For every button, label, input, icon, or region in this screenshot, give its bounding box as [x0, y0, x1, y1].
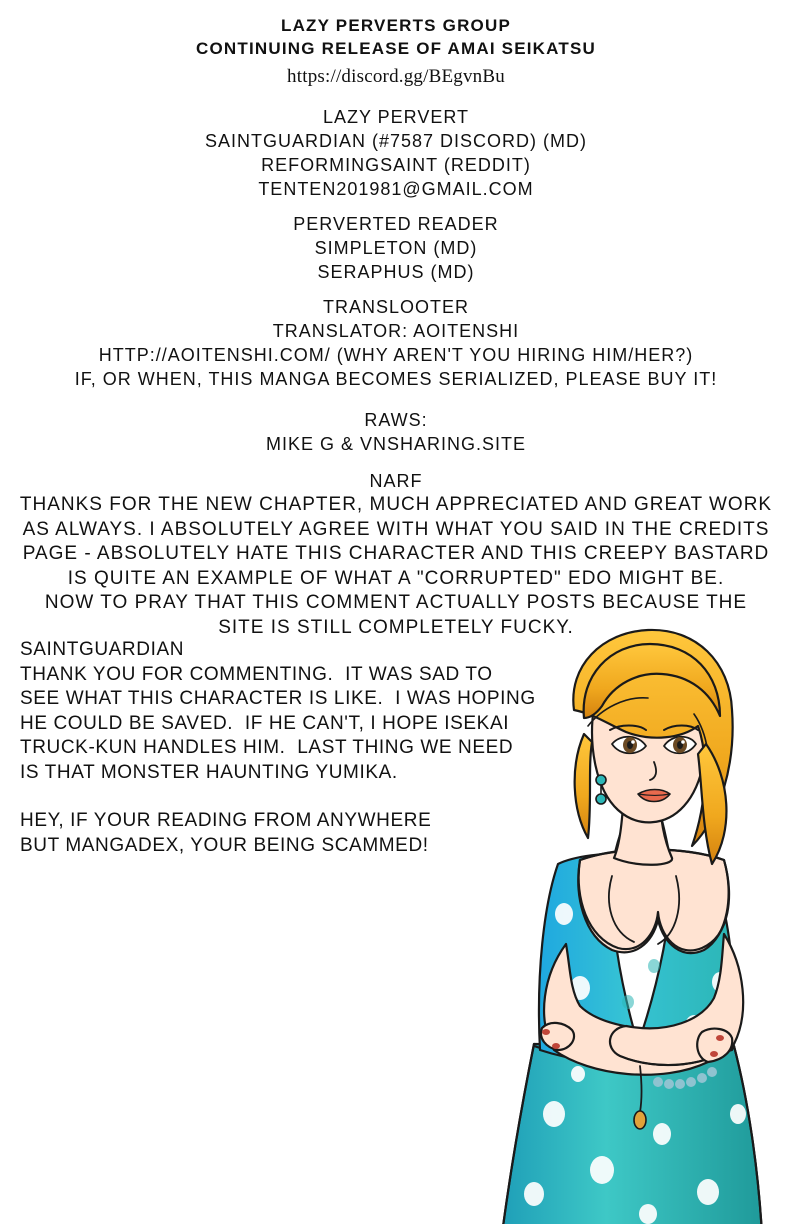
section-line: TRANSLATOR: AOITENSHI — [272, 321, 520, 341]
reply-closing-line: HEY, IF YOUR READING FROM ANYWHERE — [20, 810, 432, 831]
section-title: RAWS: — [364, 410, 428, 430]
section-line: REFORMINGSAINT (REDDIT) — [261, 155, 531, 175]
section-raws — [0, 408, 792, 456]
reply-line: THANK YOU FOR COMMENTING. IT WAS SAD TO — [20, 663, 493, 685]
section-title: LAZY PERVERT — [322, 107, 470, 127]
blonde-woman-illustration — [462, 614, 792, 1224]
reply-line: SEE WHAT THIS CHARACTER IS LIKE. I WAS HOPING — [20, 688, 536, 709]
reply-line: HE COULD BE SAVED. IF HE CAN'T, I HOPE ISEKAI — [20, 712, 510, 734]
section-line: MIKE G & VNSHARING.SITE — [265, 434, 527, 454]
section-perverted-reader — [0, 212, 792, 284]
section-line: IF, OR WHEN, THIS MANGA BECOMES SERIALIZED, PLEASE BUY IT! — [74, 369, 718, 389]
comment-line: NOW TO PRAY THAT THIS COMMENT ACTUALLY POSTS BECAUSE THE — [44, 592, 748, 613]
group-header-line-2: CONTINUING RELEASE OF AMAI SEIKATSU — [196, 39, 596, 58]
reply-line: TRUCK-KUN HANDLES HIM. LAST THING WE NEED — [20, 737, 514, 758]
section-line: TENTEN201981@GMAIL.COM — [258, 179, 534, 199]
commenter-name: NARF — [369, 471, 423, 491]
comment-line: SITE IS STILL COMPLETELY FUCKY. — [218, 616, 574, 638]
section-line: SAINTGUARDIAN (#7587 DISCORD) (MD) — [204, 131, 588, 151]
group-header-line-1: LAZY PERVERTS GROUP — [281, 16, 511, 35]
comment-line: PAGE - ABSOLUTELY HATE THIS CHARACTER AND THIS CREEPY BASTARD — [22, 543, 770, 564]
section-translooter — [0, 295, 792, 391]
comment-line: THANKS FOR THE NEW CHAPTER, MUCH APPRECIATED AND GREAT WORK — [19, 494, 773, 515]
section-line: SIMPLETON (MD) — [314, 238, 478, 258]
discord-invite-link[interactable]: https://discord.gg/BEgvnBu — [287, 66, 505, 87]
comment-line: AS ALWAYS. I ABSOLUTELY AGREE WITH WHAT YOU SAID IN THE CREDITS — [22, 518, 770, 540]
section-title: TRANSLOOTER — [322, 297, 470, 317]
reply-closing-line: BUT MANGADEX, YOUR BEING SCAMMED! — [20, 834, 429, 856]
section-line: SERAPHUS (MD) — [317, 262, 475, 282]
reply-line: IS THAT MONSTER HAUNTING YUMIKA. — [20, 761, 398, 783]
comment-line: IS QUITE AN EXAMPLE OF WHAT A "CORRUPTED" EDO MIGHT BE. — [67, 567, 725, 589]
group-header — [0, 14, 792, 91]
reply-author: SAINTGUARDIAN — [20, 639, 185, 660]
translator-website-link[interactable]: HTTP://AOITENSHI.COM/ (WHY AREN'T YOU HIRING HIM/HER?) — [98, 345, 694, 365]
section-lazy-pervert — [0, 105, 792, 201]
section-title: PERVERTED READER — [293, 214, 499, 234]
